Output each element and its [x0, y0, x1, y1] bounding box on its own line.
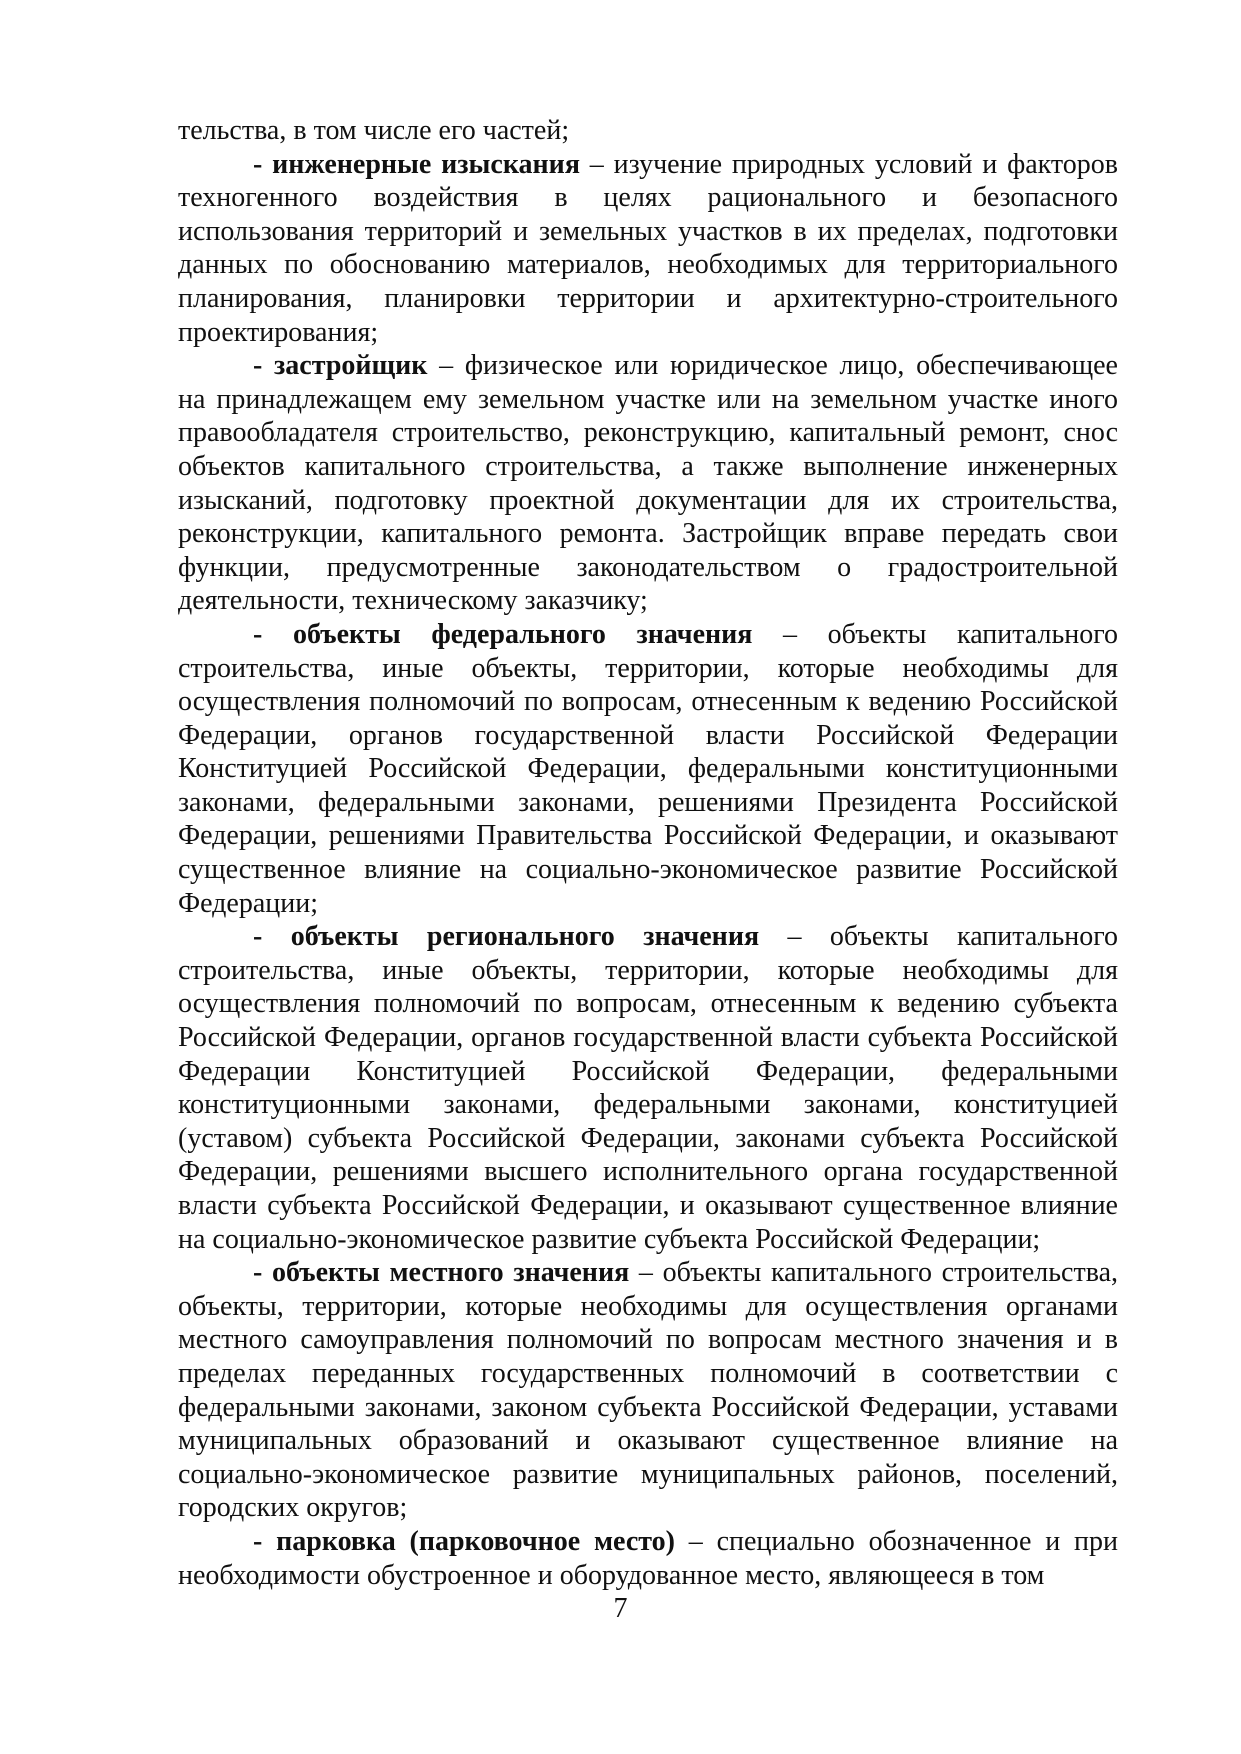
definition-regional-objects — [178, 920, 1118, 1256]
definition-term: - инженерные изыскания — [253, 148, 580, 180]
definition-parking — [178, 1525, 1118, 1592]
page-number: 7 — [613, 1593, 628, 1624]
definition-local-objects — [178, 1256, 1118, 1525]
definition-term: - застройщик — [253, 350, 428, 382]
definition-text: – физическое или юридическое лицо, обеспечивающее на принадлежащем ему земельном участке или на земельном участке иного правообладателя строительство, реконструкцию, капитальный ремонт, снос объектов капитального строительства, а также выполнение инженерных изысканий, подготовку проектной документации для их строительства, реконструкции, капитального ремонта. Застройщик вправе передать свои функции, предусмотренные законодательством о градостроительной деятельности, техническому заказчику; — [178, 350, 1118, 617]
definition-engineering-surveys — [178, 148, 1118, 350]
definition-text: – объекты капитального строительства, объекты, территории, которые необходимы для осуществления органами местного самоуправления полномочий по вопросам местного значения и в пределах переданных государственных полномочий в соответствии с федеральными законами, законом субъекта Российской Федерации, уставами муниципальных образований и оказывают существенное влияние на социально-экономическое развитие муниципальных районов, поселений, городских округов; — [178, 1257, 1118, 1524]
definition-text: – объекты капитального строительства, иные объекты, территории, которые необходимы для осуществления полномочий по вопросам, отнесенным к ведению Российской Федерации, органов государственной власти Российской Федерации Конституцией Российской Федерации, федеральными конституционными законами, федеральными законами, решениями Президента Российской Федерации, решениями Правительства Российской Федерации, и оказывают существенное влияние на социально-экономическое развитие Российской Федерации; — [178, 618, 1118, 919]
definition-federal-objects — [178, 618, 1118, 920]
definition-text: – объекты капитального строительства, иные объекты, территории, которые необходимы для осуществления полномочий по вопросам, отнесенным к ведению субъекта Российской Федерации, органов государственной власти субъекта Российской Федерации Конституцией Российской Федерации, федеральными конституционными законами, федеральными законами, конституцией (уставом) субъекта Российской Федерации, законами субъекта Российской Федерации, решениями высшего исполнительного органа государственной власти субъекта Российской Федерации, и оказывают существенное влияние на социально-экономическое развитие субъекта Российской Федерации; — [178, 921, 1119, 1255]
definition-developer — [178, 349, 1118, 618]
document-page — [178, 114, 1118, 1592]
continuation-paragraph: тельства, в том числе его частей; — [178, 115, 570, 146]
definition-term: - парковка (парковочное место) — [253, 1525, 675, 1557]
definition-term: - объекты регионального значения — [253, 921, 760, 953]
definition-term: - объекты местного значения — [253, 1257, 630, 1289]
definition-term: - объекты федерального значения — [253, 618, 753, 650]
definition-text: – изучение природных условий и факторов техногенного воздействия в целях рационального и безопасного использования территорий и земельных участков в их пределах, подготовки данных по обоснованию материалов, необходимых для территориального планирования, планировки территории и архитектурно-строительного проектирования; — [178, 148, 1118, 348]
definition-text: – специально обозначенное и при необходимости обустроенное и оборудованное место, являющееся в том — [178, 1525, 1118, 1591]
